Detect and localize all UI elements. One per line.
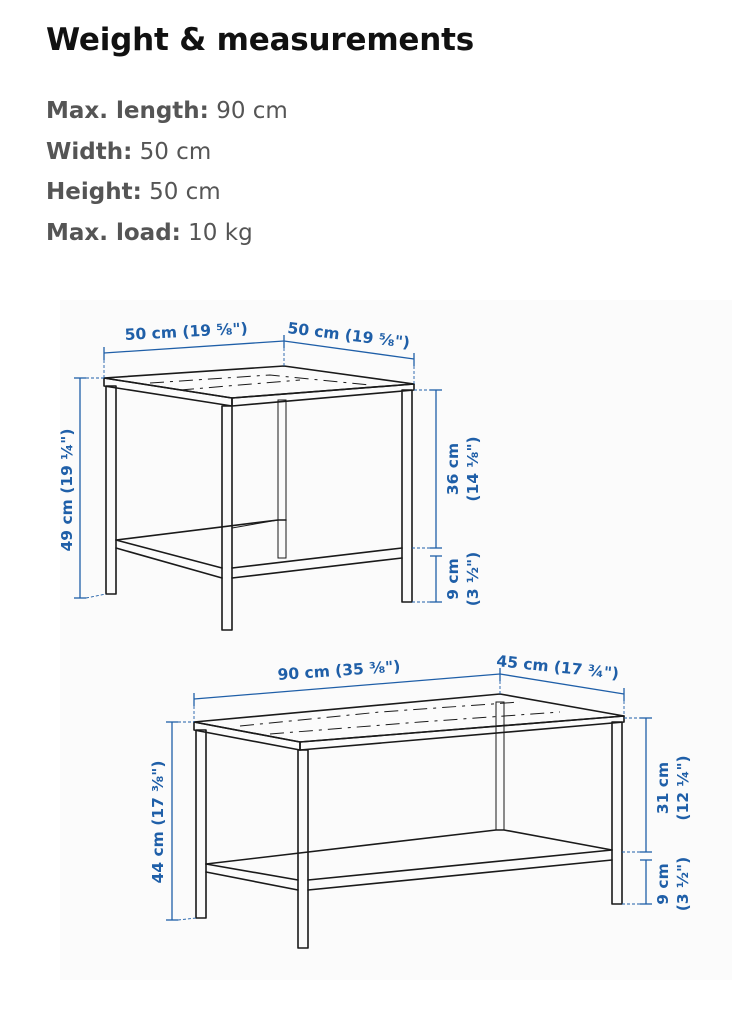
small-table-total-height: 49 cm (19 ¼") [58, 428, 76, 552]
spec-label: Max. length: [46, 98, 209, 124]
large-table-upper-height: 31 cm [654, 761, 672, 815]
spec-value: 50 cm [149, 179, 221, 205]
small-table-lower-height-inches: (3 ½") [464, 551, 482, 607]
large-table-length: 90 cm (35 ⅜") [277, 657, 401, 684]
large-table-lower-height-inches: (3 ½") [674, 856, 692, 912]
spec-label: Max. load: [46, 219, 181, 246]
page-title: Weight & measurements [46, 22, 474, 58]
spec-label: Height: [46, 179, 142, 205]
small-table-front-width: 50 cm (19 ⁵⁄₈") [124, 319, 249, 344]
small-table-lower-height: 9 cm [444, 558, 462, 600]
large-table-total-height: 44 cm (17 ⅜") [149, 760, 167, 884]
spec-value: 90 cm [216, 98, 288, 124]
spec-value: 50 cm [139, 138, 212, 165]
large-table-depth: 45 cm (17 ¾") [495, 652, 620, 683]
small-table-upper-height-inches: (14 ⅛") [464, 436, 482, 502]
small-table-upper-height: 36 cm [444, 442, 462, 496]
spec-value: 10 kg [188, 219, 253, 246]
large-table-upper-height-inches: (12 ¼") [674, 755, 692, 821]
large-table-lower-height: 9 cm [654, 863, 672, 905]
spec-label: Width: [46, 138, 133, 165]
small-table-side-width: 50 cm (19 ⁵⁄₈") [286, 319, 411, 352]
